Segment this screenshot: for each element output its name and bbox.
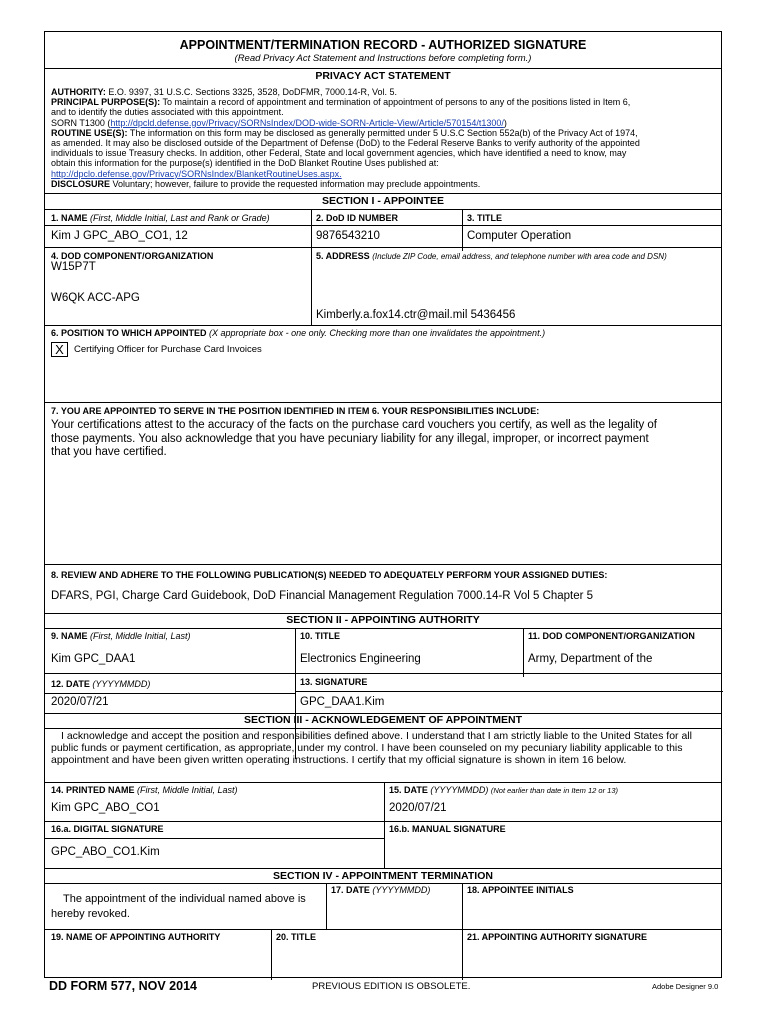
manual-signature-label: 16.b. MANUAL SIGNATURE [389, 824, 506, 834]
termination-date-label: 17. DATE (YYYYMMDD) [331, 885, 431, 895]
obsolete-notice: PREVIOUS EDITION IS OBSOLETE. [312, 981, 471, 992]
purpose-text: To maintain a record of appointment and termination of appointment of persons to any of the positions listed in Item 6, [162, 97, 631, 108]
component-label: 4. DOD COMPONENT/ORGANIZATION [51, 251, 214, 261]
appointee-name-field[interactable]: Kim J GPC_ABO_CO1, 12 [51, 230, 188, 242]
appointee-initials-label: 18. APPOINTEE INITIALS [467, 885, 574, 895]
section-2-heading: SECTION II - APPOINTING AUTHORITY [286, 614, 480, 626]
designer-note: Adobe Designer 9.0 [652, 982, 719, 991]
section-1-heading: SECTION I - APPOINTEE [321, 195, 445, 207]
routine-text-3: individuals to issue Treasury checks. In addition, other Federal, State and local government agencies, which have identified a need to know, may [51, 148, 627, 159]
section-3-heading: SECTION III - ACKNOWLEDGEMENT OF APPOINTMENT [243, 714, 523, 726]
authority-text: E.O. 9397, 31 U.S.C. Sections 3325, 3528, DoDFMR, 7000.14-R, Vol. 5. [108, 87, 397, 97]
form-title: APPOINTMENT/TERMINATION RECORD - AUTHORIZED SIGNATURE [179, 38, 587, 52]
appointing-authority-name-field[interactable] [51, 944, 267, 976]
disclosure-label: DISCLOSURE [51, 178, 111, 189]
printed-name-field[interactable]: Kim GPC_ABO_CO1 [51, 802, 160, 814]
dodid-label: 2. DoD ID NUMBER [316, 213, 399, 223]
appointee-initials-field[interactable] [467, 898, 719, 926]
authority-title-field[interactable]: Electronics Engineering [300, 653, 421, 665]
appointee-title-label: 3. TITLE [467, 213, 503, 223]
address-label: 5. ADDRESS (Include ZIP Code, email address, and telephone number with area code and DSN) [316, 251, 667, 261]
dodid-field[interactable]: 9876543210 [316, 230, 380, 242]
routine-text-1: The information on this form may be disclosed as generally permitted under 5 U.S.C Section 552a(b) of the Privacy Act of 1974, [129, 127, 638, 138]
authority-name-label: 9. NAME (First, Middle Initial, Last) [51, 631, 191, 641]
publications-label: 8. REVIEW AND ADHERE TO THE FOLLOWING PUBLICATION(S) NEEDED TO ADEQUATELY PERFORM YOUR ASSIGNED DUTIES: [51, 570, 608, 580]
digital-signature-label: 16.a. DIGITAL SIGNATURE [51, 824, 164, 834]
sorn-link[interactable]: http://dpcld.defense.gov/Privacy/SORNsIndex/DOD-wide-SORN-Article-View/Article/570154/t1300/ [110, 117, 504, 128]
appointee-title-field[interactable]: Computer Operation [467, 230, 572, 242]
purpose-text-2: and to identify the duties associated with this appointment. [51, 107, 284, 118]
position-checkbox[interactable]: X [51, 342, 68, 357]
manual-signature-field[interactable] [389, 838, 719, 866]
appointing-authority-signature-field[interactable] [467, 944, 719, 976]
authority-date-label: 12. DATE (YYYYMMDD) [51, 679, 151, 689]
publications-field[interactable]: DFARS, PGI, Charge Card Guidebook, DoD Financial Management Regulation 7000.14-R Vol 5 Chapter 5 [51, 590, 594, 602]
routine-text-2: as amended. It may also be disclosed outside of the Department of Defense (DoD) to the Federal Reserve Banks to verify authority of the appointed [51, 138, 640, 149]
component-line-2[interactable]: W6QK ACC-APG [51, 292, 140, 304]
component-line-1[interactable]: W15P7T [51, 261, 96, 273]
termination-title-field[interactable] [276, 944, 458, 976]
authority-name-field[interactable]: Kim GPC_DAA1 [51, 653, 136, 665]
appointing-authority-name-label: 19. NAME OF APPOINTING AUTHORITY [51, 932, 221, 942]
ack-date-label: 15. DATE (YYYYMMDD) (Not earlier than date in Item 12 or 13) [389, 785, 619, 795]
authority-signature-label: 13. SIGNATURE [300, 677, 368, 687]
sorn-text: SORN T1300 ( [51, 117, 111, 128]
responsibilities-field[interactable]: Your certifications attest to the accuracy of the facts on the purchase card vouchers you certify, as well as the legality of those payments. You also acknowledge that you have pecuniary liability for any illegal, improper, or incorrect payment that you have certified. [51, 419, 657, 458]
responsibilities-label: 7. YOU ARE APPOINTED TO SERVE IN THE POSITION IDENTIFIED IN ITEM 6. YOUR RESPONSIBILITIES INCLUDE: [51, 406, 540, 416]
authority-title-label: 10. TITLE [300, 631, 341, 641]
authority-label: AUTHORITY: [51, 87, 106, 97]
position-label: 6. POSITION TO WHICH APPOINTED (X appropriate box - one only. Checking more than one invalidates the appointment.) [51, 328, 546, 338]
appointing-authority-signature-label: 21. APPOINTING AUTHORITY SIGNATURE [467, 932, 648, 942]
routine-label: ROUTINE USE(S): [51, 127, 128, 138]
termination-title-label: 20. TITLE [276, 932, 317, 942]
acknowledgement-text: I acknowledge and accept the position and responsibilities defined above. I understand that I am strictly liable to the United States for all public funds or payment certification, as appropriate, under my control. I have been counseled on my pecuniary liability applicable to this appointment and have been given written operating instructions. I certify that my official signature is shown in item 16 below. [51, 730, 692, 766]
section-4-heading: SECTION IV - APPOINTMENT TERMINATION [273, 870, 493, 882]
printed-name-label: 14. PRINTED NAME (First, Middle Initial, Last) [51, 785, 238, 795]
authority-component-field[interactable]: Army, Department of the [528, 653, 653, 665]
form-subtitle: (Read Privacy Act Statement and Instructions before completing form.) [234, 53, 532, 64]
routine-text-4: obtain this information for the purpose(s) identified in the DoD Blanket Routine Uses published at: [51, 158, 439, 169]
termination-text: The appointment of the individual named above is hereby revoked. [51, 893, 306, 920]
ack-date-field[interactable]: 2020/07/21 [389, 802, 447, 814]
appointee-name-label: 1. NAME (First, Middle Initial, Last and Rank or Grade) [51, 213, 270, 223]
position-option: Certifying Officer for Purchase Card Invoices [74, 344, 262, 355]
digital-signature-field[interactable]: GPC_ABO_CO1.Kim [51, 846, 160, 858]
privacy-statement [51, 87, 719, 189]
authority-component-label: 11. DOD COMPONENT/ORGANIZATION [528, 631, 695, 641]
address-field[interactable]: Kimberly.a.fox14.ctr@mail.mil 5436456 [316, 309, 516, 321]
privacy-heading: PRIVACY ACT STATEMENT [315, 70, 451, 82]
purpose-label: PRINCIPAL PURPOSE(S): [51, 97, 161, 108]
routine-link[interactable]: http://dpclo.defense.gov/Privacy/SORNsIndex/BlanketRoutineUses.aspx. [51, 168, 342, 179]
disclosure-text: Voluntary; however, failure to provide the requested information may preclude appointments. [112, 178, 481, 189]
authority-date-field[interactable]: 2020/07/21 [51, 696, 109, 708]
sorn-close: ) [503, 117, 507, 128]
form-id: DD FORM 577, NOV 2014 [49, 979, 197, 993]
form-577 [44, 31, 722, 978]
termination-date-field[interactable] [331, 898, 459, 926]
authority-signature-field[interactable]: GPC_DAA1.Kim [300, 696, 385, 708]
